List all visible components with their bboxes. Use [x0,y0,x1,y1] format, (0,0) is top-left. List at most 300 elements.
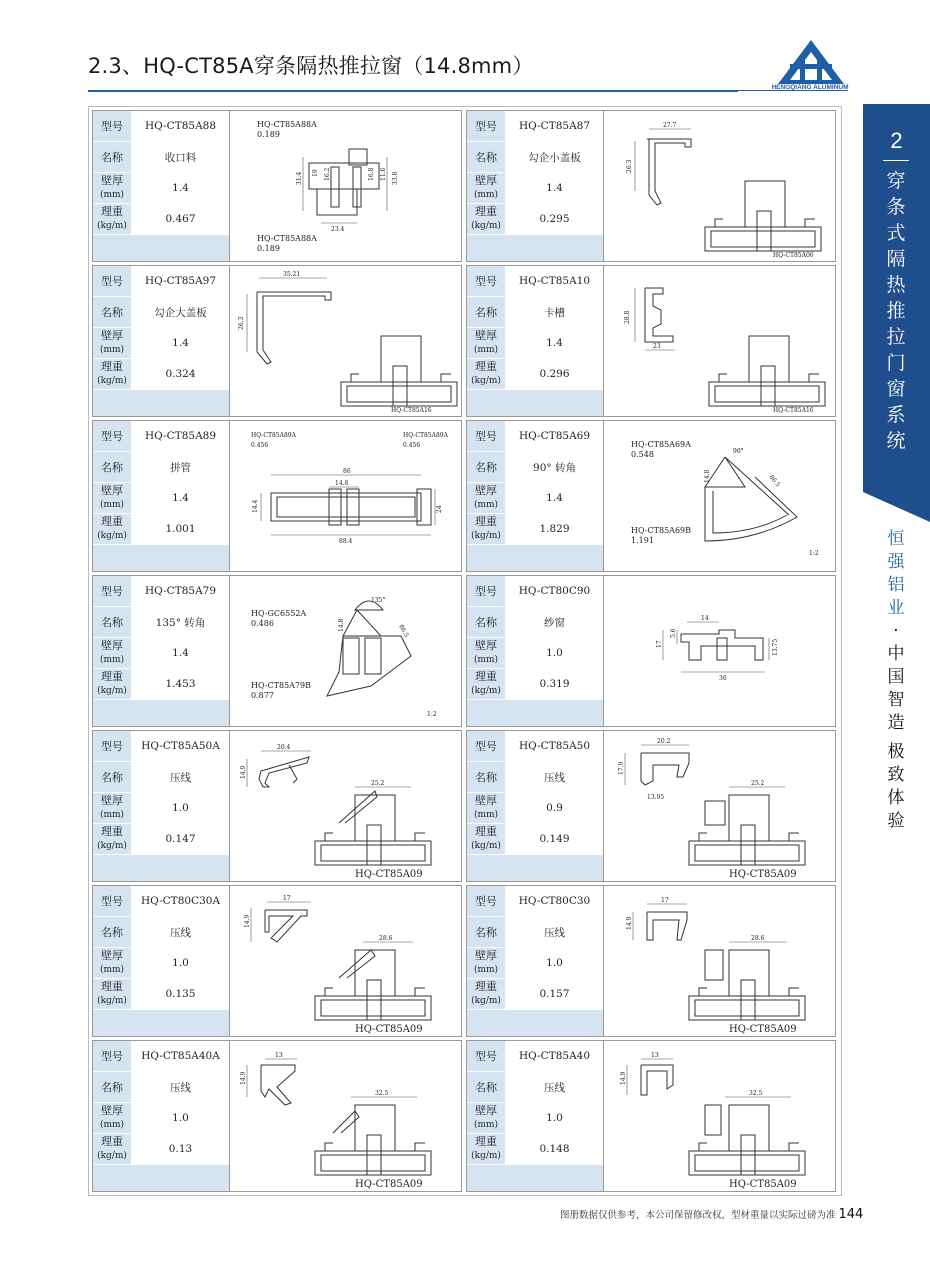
profile-drawing [605,576,835,726]
label-weight-b: (kg/m) [471,686,501,696]
wall-thickness-value: 1.0 [132,948,230,979]
profile-outline [725,457,789,515]
sash-profile [729,1105,769,1151]
label-model: 型号 [93,1041,132,1072]
profile-drawing [605,731,835,881]
sash-profile [729,950,769,996]
label-model: 型号 [467,266,506,297]
label-wall-a: 壁厚 [475,329,497,342]
spec-table-grid [93,1041,229,1194]
label-weight [93,1134,132,1165]
label-wall-b: (mm) [99,655,125,665]
wall-thickness-value: 1.0 [506,638,604,669]
corner-joint [343,610,381,636]
label-weight-b: (kg/m) [97,841,127,851]
drawing-label: 14.9 [240,765,247,779]
profile-drawing-svg [605,731,835,881]
spec-blank-cell [93,1165,132,1194]
label-model: 型号 [93,421,132,452]
thermal-strip [331,167,339,207]
profile-drawing [231,1041,461,1191]
spec-blank-cell [467,390,506,419]
sash-profile [729,795,769,841]
weight-value: 0.135 [132,979,230,1010]
thermal-strip [343,638,359,674]
spec-table-grid [467,731,603,884]
weight-value: 0.148 [506,1134,604,1165]
profile-drawing-svg [231,576,461,726]
end-cap [417,489,431,525]
drawing-label: HQ-CT85A09 [355,1179,423,1190]
drawing-label: HQ-GC6552A [251,609,307,618]
label-weight-a: 理重 [101,205,123,218]
sash-profile [355,1105,395,1151]
drawing-label: 90° [733,448,744,455]
name-value: 压线 [506,762,604,793]
label-model: 型号 [467,1041,506,1072]
sash-profile [355,950,395,996]
drawing-label: 135° [371,597,386,604]
profile-drawing [231,731,461,881]
label-wall-thickness [467,173,506,204]
label-wall-b: (mm) [99,190,125,200]
label-weight-b: (kg/m) [97,531,127,541]
label-model: 型号 [93,576,132,607]
drawing-label: 20.2 [657,738,671,745]
lip [441,374,451,382]
weight-value: 0.319 [506,669,604,700]
label-weight [467,979,506,1010]
label-wall-b: (mm) [473,500,499,510]
weight-value: 1.001 [132,514,230,545]
spec-blank-cell [467,545,506,574]
name-value: 勾企小盖板 [506,142,604,173]
profile-drawing-svg [231,111,461,261]
lip [325,833,333,841]
drawing-label: 0.548 [631,450,654,459]
drawing-label: 86.5 [767,473,782,489]
label-weight [93,979,132,1010]
label-wall-b: (mm) [473,1120,499,1130]
weight-value: 0.147 [132,824,230,855]
label-weight-b: (kg/m) [471,221,501,231]
glazing-bead [265,910,307,942]
lip [789,833,799,841]
label-wall-a: 壁厚 [475,639,497,652]
drawing-label: HQ-CT85A69B [631,526,692,535]
label-wall-thickness [93,948,132,979]
label-wall-thickness [467,1103,506,1134]
profile-card [466,265,836,417]
label-wall-thickness [93,328,132,359]
spec-blank-cell [93,545,132,574]
label-weight-b: (kg/m) [471,1151,501,1161]
profile-drawing [231,111,461,261]
profile-drawing-svg [605,1041,835,1191]
drawing-label: 16.2 [324,167,331,181]
weight-value: 0.467 [132,204,230,235]
spec-table [467,1041,604,1191]
label-wall-thickness [467,793,506,824]
label-weight-a: 理重 [101,670,123,683]
spec-table [467,576,604,726]
wall-thickness-value: 1.4 [506,483,604,514]
label-weight-a: 理重 [475,205,497,218]
spec-table [93,1041,230,1191]
model-value: HQ-CT80C30A [132,886,230,917]
sash-profile [749,336,789,382]
model-value: HQ-CT85A97 [132,266,230,297]
profile-drawing [231,266,461,416]
name-value: 拼管 [132,452,230,483]
drawing-label: HQ-CT85A79B [251,681,312,690]
profile-drawing [605,421,835,571]
profile-card [466,110,836,262]
lip [699,1143,707,1151]
label-wall-a: 壁厚 [101,794,123,807]
label-wall-a: 壁厚 [475,949,497,962]
label-weight-a: 理重 [101,1135,123,1148]
sash-profile [745,181,785,227]
label-wall-thickness [467,328,506,359]
profile-drawing [605,266,835,416]
drawing-label: HQ-CT85A09 [355,869,423,880]
label-weight [467,669,506,700]
label-name: 名称 [93,297,132,328]
footer [560,1207,864,1222]
label-weight-a: 理重 [475,670,497,683]
label-weight [93,359,132,390]
label-weight-a: 理重 [475,980,497,993]
profile-outline [317,189,357,215]
wall-thickness-value: 1.4 [506,173,604,204]
profile-drawing-svg [231,886,461,1036]
drawing-label: 14.9 [244,914,251,928]
lip [789,988,799,996]
profile-drawing [605,886,835,1036]
drawing-label: HQ-CT85A16 [391,407,432,414]
label-wall-a: 壁厚 [475,174,497,187]
profile-drawing [231,886,461,1036]
profile-drawing-svg [231,1041,461,1191]
label-wall-a: 壁厚 [101,949,123,962]
frame-inner [715,386,819,402]
spec-blank-cell [506,1165,604,1194]
label-name: 名称 [93,142,132,173]
lip [719,374,727,382]
thermal-strip [365,638,381,674]
spec-table [467,266,604,416]
label-weight-b: (kg/m) [97,221,127,231]
model-value: HQ-CT80C90 [506,576,604,607]
drawing-label: 1.191 [631,536,654,545]
model-value: HQ-CT85A88 [132,111,230,142]
spec-table-grid [467,111,603,264]
label-weight [93,669,132,700]
drawing-label: 86.5 [397,623,411,639]
spec-blank-cell [132,545,230,574]
label-weight-a: 理重 [101,980,123,993]
label-wall-b: (mm) [473,655,499,665]
drawing-label: 36 [719,675,727,682]
drawing-label: 17 [656,640,663,648]
spec-table-grid [467,421,603,574]
drawing-label: 14.8 [335,480,349,487]
weight-value: 1.829 [506,514,604,545]
label-weight-b: (kg/m) [97,996,127,1006]
name-value: 收口料 [132,142,230,173]
spec-table-grid [93,421,229,574]
drawing-label: 35.21 [283,271,301,278]
label-weight [93,824,132,855]
drawing-label: 32.5 [749,1090,763,1097]
label-weight-b: (kg/m) [471,841,501,851]
side-slogan: 恒 强 铝 业 · 中 国 智 造 极 致 体 验 [887,529,905,831]
model-value: HQ-CT85A40 [506,1041,604,1072]
lip [805,219,815,227]
drawing-label: 0.486 [251,619,274,628]
drawing-label: HQ-CT85A89A [251,432,296,439]
label-wall-a: 壁厚 [475,484,497,497]
drawing-label: 31.4 [296,171,303,185]
label-wall-thickness [93,173,132,204]
model-value: HQ-CT85A87 [506,111,604,142]
spec-table [93,576,230,726]
profile-outline [645,288,673,342]
drawing-label: 1:2 [809,550,819,557]
label-wall-b: (mm) [99,810,125,820]
drawing-label: 26.3 [626,159,633,173]
drawing-label: 33.8 [392,171,399,185]
drawing-label: 23.4 [331,226,345,233]
page-number: 144 [838,1207,864,1222]
label-name: 名称 [467,917,506,948]
label-model: 型号 [93,731,132,762]
label-weight-a: 理重 [101,825,123,838]
profile-drawing [605,111,835,261]
spec-blank-cell [132,700,230,729]
spec-table-grid [93,266,229,419]
spec-table-grid [93,731,229,884]
lip [415,988,425,996]
chapter-number-rule [883,160,909,161]
label-weight [93,514,132,545]
spec-table [467,111,604,261]
spec-blank-cell [132,390,230,419]
label-weight-b: (kg/m) [97,376,127,386]
label-weight-b: (kg/m) [471,376,501,386]
drawing-label: 14.4 [252,499,259,513]
spec-table-grid [93,111,229,264]
label-name: 名称 [467,452,506,483]
label-name: 名称 [467,607,506,638]
label-wall-b: (mm) [99,965,125,975]
lip [351,374,359,382]
drawing-label: 28.6 [379,935,393,942]
label-weight-a: 理重 [475,1135,497,1148]
drawing-label: HQ-CT85A09 [729,1024,797,1035]
wall-thickness-value: 0.9 [506,793,604,824]
chapter-number: 2 [890,128,903,153]
label-name: 名称 [467,762,506,793]
glazing-bead [259,757,309,787]
weight-value: 0.295 [506,204,604,235]
model-value: HQ-CT85A40A [132,1041,230,1072]
name-value: 压线 [506,1072,604,1103]
name-value: 纱窗 [506,607,604,638]
drawing-label: 28.6 [751,935,765,942]
glazing-bead [261,1065,295,1105]
drawing-label: 0.456 [251,442,269,449]
drawing-label: 25.2 [371,780,385,787]
sash-profile [381,336,421,382]
spec-table [93,886,230,1036]
profile-outline [289,765,297,783]
drawing-label: 16.8 [368,167,375,181]
drawing-label: 17 [661,897,669,904]
label-wall-b: (mm) [473,965,499,975]
frame-inner [711,231,815,247]
drawing-label: 32.5 [375,1090,389,1097]
company-logo-icon [776,38,846,90]
label-weight [467,824,506,855]
spec-table-grid [467,266,603,419]
frame-inner [321,845,425,861]
drawing-label: 28.8 [624,310,631,324]
profile-card [92,265,462,417]
drawing-label: 20.4 [277,744,291,751]
name-value: 压线 [132,1072,230,1103]
drawing-label: 0.877 [251,691,274,700]
drawing-label: 14.8 [338,618,345,632]
spec-blank-cell [132,1010,230,1039]
name-value: 压线 [132,762,230,793]
label-weight [93,204,132,235]
label-wall-a: 壁厚 [475,794,497,807]
spec-blank-cell [93,390,132,419]
bead-in-frame [705,1105,721,1135]
title-rule [88,90,738,92]
label-model: 型号 [467,731,506,762]
frame-inner [347,386,451,402]
drawing-label: 25.2 [751,780,765,787]
label-wall-b: (mm) [473,810,499,820]
name-value: 压线 [506,917,604,948]
drawing-label: 86 [343,468,351,475]
drawing-label: 5.6 [670,628,677,638]
label-weight [467,1134,506,1165]
spec-blank-cell [506,1010,604,1039]
spec-blank-cell [93,235,132,264]
label-wall-thickness [467,948,506,979]
profile-drawing-svg [605,576,835,726]
label-weight-a: 理重 [475,825,497,838]
profile-card [92,730,462,882]
label-wall-a: 壁厚 [101,639,123,652]
label-wall-thickness [467,638,506,669]
label-wall-a: 壁厚 [101,1104,123,1117]
glazing-bead [641,1065,673,1095]
profile-drawing [231,421,461,571]
label-wall-b: (mm) [99,1120,125,1130]
drawing-label: 27.7 [663,122,677,129]
drawing-label: HQ-CT85A16 [773,407,814,414]
drawing-label: 0.189 [257,130,280,139]
profile-card [466,1040,836,1192]
drawing-label: HQ-CT85A09 [729,869,797,880]
spec-table [93,731,230,881]
spec-blank-cell [467,1010,506,1039]
label-wall-thickness [467,483,506,514]
label-name: 名称 [467,142,506,173]
drawing-label: 11.6 [380,167,387,181]
lip [415,1143,425,1151]
name-value: 135° 转角 [132,607,230,638]
spec-table-grid [467,1041,603,1194]
label-model: 型号 [467,886,506,917]
label-wall-b: (mm) [99,345,125,355]
frame-inner [321,1155,425,1171]
profile-card [92,110,462,262]
label-name: 名称 [93,607,132,638]
profile-outline [257,292,331,364]
profile-drawing-svg [231,266,461,416]
spec-blank-cell [506,235,604,264]
spec-table-grid [93,576,229,729]
footer-note: 图册数据仅供参考，本公司保留修改权，型材重量以实际过磅为准 [560,1210,836,1221]
weight-value: 0.149 [506,824,604,855]
corner-joint [705,457,745,487]
wall-thickness-value: 1.0 [506,948,604,979]
drawing-label: 14.9 [626,916,633,930]
profile-card [92,420,462,572]
drawing-label: HQ-CT85A69A [631,440,691,449]
frame-inner [695,845,799,861]
label-weight-a: 理重 [475,360,497,373]
drawing-label: 14 [701,615,709,622]
profile-card [466,575,836,727]
profile-outline [647,139,691,205]
drawing-label: HQ-CT85A09 [729,1179,797,1190]
drawing-label: 24 [436,505,443,513]
wall-thickness-value: 1.4 [132,173,230,204]
spec-blank-cell [132,855,230,884]
lip [325,1143,333,1151]
drawing-label: 88.4 [339,538,353,545]
spec-table-grid [93,886,229,1039]
wall-thickness-value: 1.0 [132,793,230,824]
model-value: HQ-CT80C30 [506,886,604,917]
drawing-label: HQ-CT85A88A [257,234,317,243]
label-model: 型号 [93,266,132,297]
spec-table-grid [467,886,603,1039]
profile-drawing-svg [605,886,835,1036]
screen-rib [717,638,727,660]
chapter-title: 穿 条 式 隔 热 推 拉 门 窗 系 统 [886,170,906,452]
label-model: 型号 [93,886,132,917]
label-wall-b: (mm) [473,190,499,200]
drawing-label: 17.9 [618,761,625,775]
label-name: 名称 [467,297,506,328]
thermal-strip [347,489,359,525]
drawing-label: HQ-CT85A88A [257,120,317,129]
wall-thickness-value: 1.4 [132,638,230,669]
lip [715,219,723,227]
bead-in-frame [705,801,725,825]
profile-card [466,885,836,1037]
profile-drawing-svg [605,266,835,416]
name-value: 勾企大盖板 [132,297,230,328]
